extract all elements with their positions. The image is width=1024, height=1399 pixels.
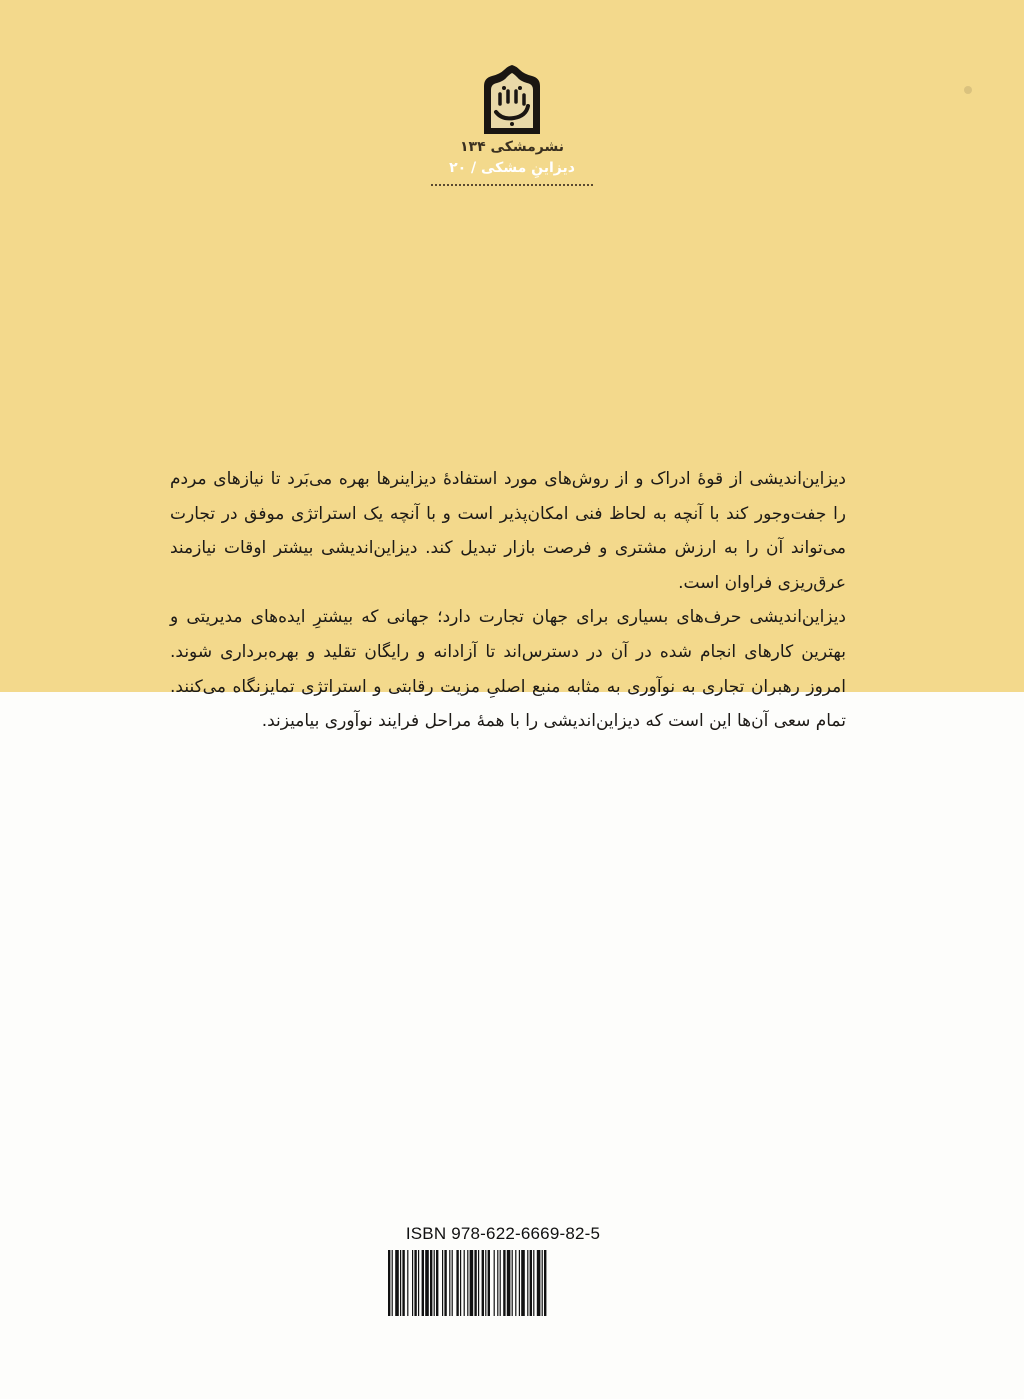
blurb-paragraph-1: دیزاین‌اندیشی از قوهٔ ادراک و از روش‌های مورد استفادهٔ دیزاینرها بهره می‌بَرد تا نیازهای مردم را جفت‌وجور کند با آنچه به لحاظ فنی امکان‌پذیر است و با آنچه یک استراتژی موفق در تجارت می‌تواند آن را به ارزش مشتری و فرصت بازار تبدیل کند. دیزاین‌اندیشی بیشتر اوقات نیازمند عرق‌ریزی فراوان است. xyxy=(170,469,846,593)
publisher-logo-icon xyxy=(480,64,544,138)
publisher-series-line: نشرمشکی ۱۳۴ xyxy=(460,139,564,155)
isbn-label: ISBN 978-622-6669-82-5 xyxy=(405,1224,601,1243)
series-info xyxy=(412,138,612,186)
blurb-text xyxy=(170,462,846,739)
dotted-divider xyxy=(431,184,593,186)
corner-mark xyxy=(964,86,972,94)
isbn-block xyxy=(384,1224,622,1316)
subseries-line: دیزاینِ مشکی / ۲۰ xyxy=(449,160,575,176)
barcode-image xyxy=(384,1250,622,1316)
blurb-paragraph-2: دیزاین‌اندیشی حرف‌های بسیاری برای جهان تجارت دارد؛ جهانی که بیشترِ ایده‌های مدیریتی و بهترین کارهای انجام شده در آن در دسترس‌اند تا آزادانه و رایگان تقلید و بهره‌برداری شوند. امروز رهبران تجاری به نوآوری به مثابه منبع اصلیِ مزیت رقابتی و استراتژی تمایزنگاه می‌کنند. تمام سعی آن‌ها این است که دیزاین‌اندیشی را با همهٔ مراحل فرایند نوآوری بیامیزند. xyxy=(170,607,846,732)
